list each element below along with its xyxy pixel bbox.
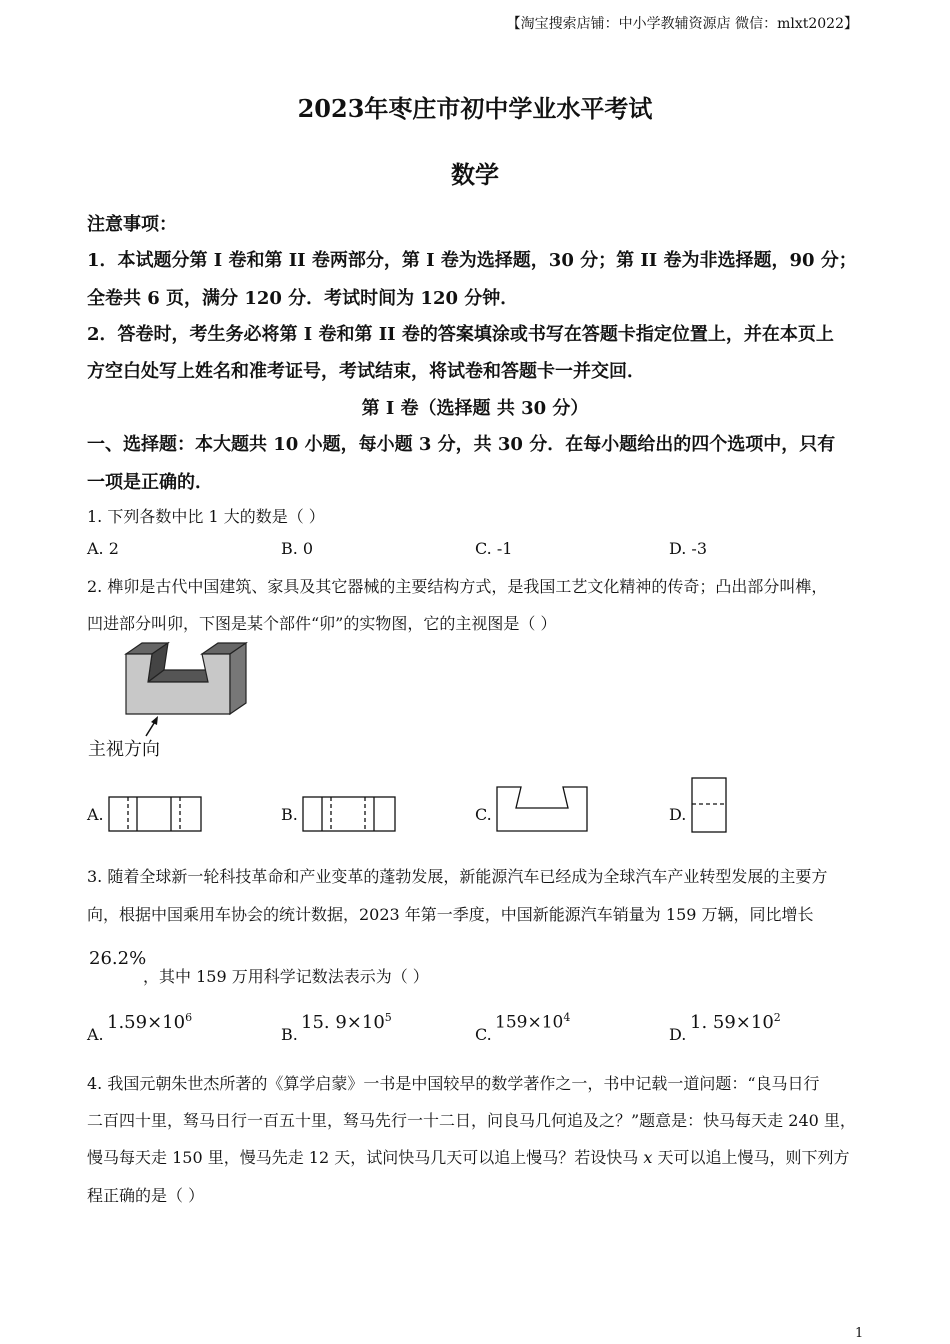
exam-title: 2023年枣庄市初中学业水平考试 xyxy=(297,94,653,123)
q3-option-b-value[interactable]: 15. $9\times 10^5$ xyxy=(301,1011,392,1033)
section-instruction: 一、选择题：本大题共 10 小题，每小题 3 分，共 30 分．在每小题给出的四个选项中，只有 xyxy=(87,434,836,455)
q2-option-b-figure[interactable] xyxy=(302,796,396,832)
q3-option-b-label[interactable]: B. xyxy=(281,1025,298,1044)
question-3-stem: ，其中 159 万用科学记数法表示为（ ） xyxy=(143,967,429,986)
q1-option-d[interactable]: D. -3 xyxy=(669,539,708,558)
question-4-stem: 二百四十里，驽马日行一百五十里，驽马先行一十二日，问良马几何追及之？”题意是：快马每天走 240 里， xyxy=(87,1111,856,1130)
growth-percent: 26.2% xyxy=(89,948,147,969)
figure-caption: 主视方向 xyxy=(88,739,160,760)
q1-option-b[interactable]: B. 0 xyxy=(281,539,314,558)
q3-option-a-value[interactable]: $1.59\times 10^6$ xyxy=(107,1011,193,1033)
mortise-3d-figure xyxy=(120,640,252,740)
q2-option-c-figure[interactable] xyxy=(496,786,588,832)
notice-line: 方空白处写上姓名和准考证号，考试结束，将试卷和答题卡一并交回． xyxy=(87,361,645,382)
q2-option-c-label[interactable]: C. xyxy=(475,805,492,824)
q3-option-d-value[interactable]: 1. $59\times 10^2$ xyxy=(690,1011,781,1033)
question-1-stem: 1. 下列各数中比 1 大的数是（ ） xyxy=(87,507,325,526)
question-2-stem: 凹进部分叫卯，下图是某个部件“卯”的实物图，它的主视图是（ ） xyxy=(87,614,557,633)
notice-line: 1．本试题分第 I 卷和第 II 卷两部分，第 I 卷为选择题，30 分；第 II 卷为非选择题，90 分； xyxy=(87,250,857,271)
subject-title: 数学 xyxy=(451,160,499,189)
question-3-stem: 3. 随着全球新一轮科技革命和产业变革的蓬勃发展，新能源汽车已经成为全球汽车产业转型发展的主要方 xyxy=(87,867,828,886)
q2-option-d-label[interactable]: D. xyxy=(669,805,687,824)
section-instruction: 一项是正确的． xyxy=(87,472,213,493)
q1-option-a[interactable]: A. 2 xyxy=(87,539,119,558)
question-4-stem: 程正确的是（ ） xyxy=(87,1186,205,1205)
q3-option-c-value[interactable]: $159\times 10^4$ xyxy=(495,1011,571,1033)
q2-option-a-label[interactable]: A. xyxy=(87,805,104,824)
notice-line: 全卷共 6 页，满分 120 分．考试时间为 120 分钟． xyxy=(87,288,519,309)
q3-option-d-label[interactable]: D. xyxy=(669,1025,687,1044)
q3-option-a-label[interactable]: A. xyxy=(87,1025,104,1044)
q3-option-c-label[interactable]: C. xyxy=(475,1025,492,1044)
notice-heading: 注意事项： xyxy=(87,214,177,235)
question-3-stem: 向，根据中国乘用车协会的统计数据，2023 年第一季度，中国新能源汽车销量为 159 万辆，同比增长 xyxy=(87,905,814,924)
q2-option-a-figure[interactable] xyxy=(108,796,202,832)
q2-option-b-label[interactable]: B. xyxy=(281,805,298,824)
variable-x: x xyxy=(643,1148,653,1167)
question-4-stem: 4. 我国元朝朱世杰所著的《算学启蒙》一书是中国较早的数学著作之一，书中记载一道问题：“良马日行 xyxy=(87,1074,820,1093)
notice-line: 2．答卷时，考生务必将第 I 卷和第 II 卷的答案填涂或书写在答题卡指定位置上，并在本页上 xyxy=(87,324,834,345)
question-2-stem: 2. 榫卯是古代中国建筑、家具及其它器械的主要结构方式，是我国工艺文化精神的传奇；凸出部分叫榫， xyxy=(87,577,828,596)
part-one-title: 第 I 卷（选择题 共 30 分） xyxy=(361,398,589,419)
q2-option-d-figure[interactable] xyxy=(691,777,727,833)
page-header: 【淘宝搜索店铺：中小学教辅资源店 微信：mlxt2022】 xyxy=(506,16,858,32)
page-number: 1 xyxy=(855,1326,864,1341)
question-4-stem: 慢马每天走 150 里，慢马先走 12 天，试问快马几天可以追上慢马？若设快马 x 天可以追上慢马，则下列方 xyxy=(87,1148,850,1167)
q1-option-c[interactable]: C. -1 xyxy=(475,539,513,558)
